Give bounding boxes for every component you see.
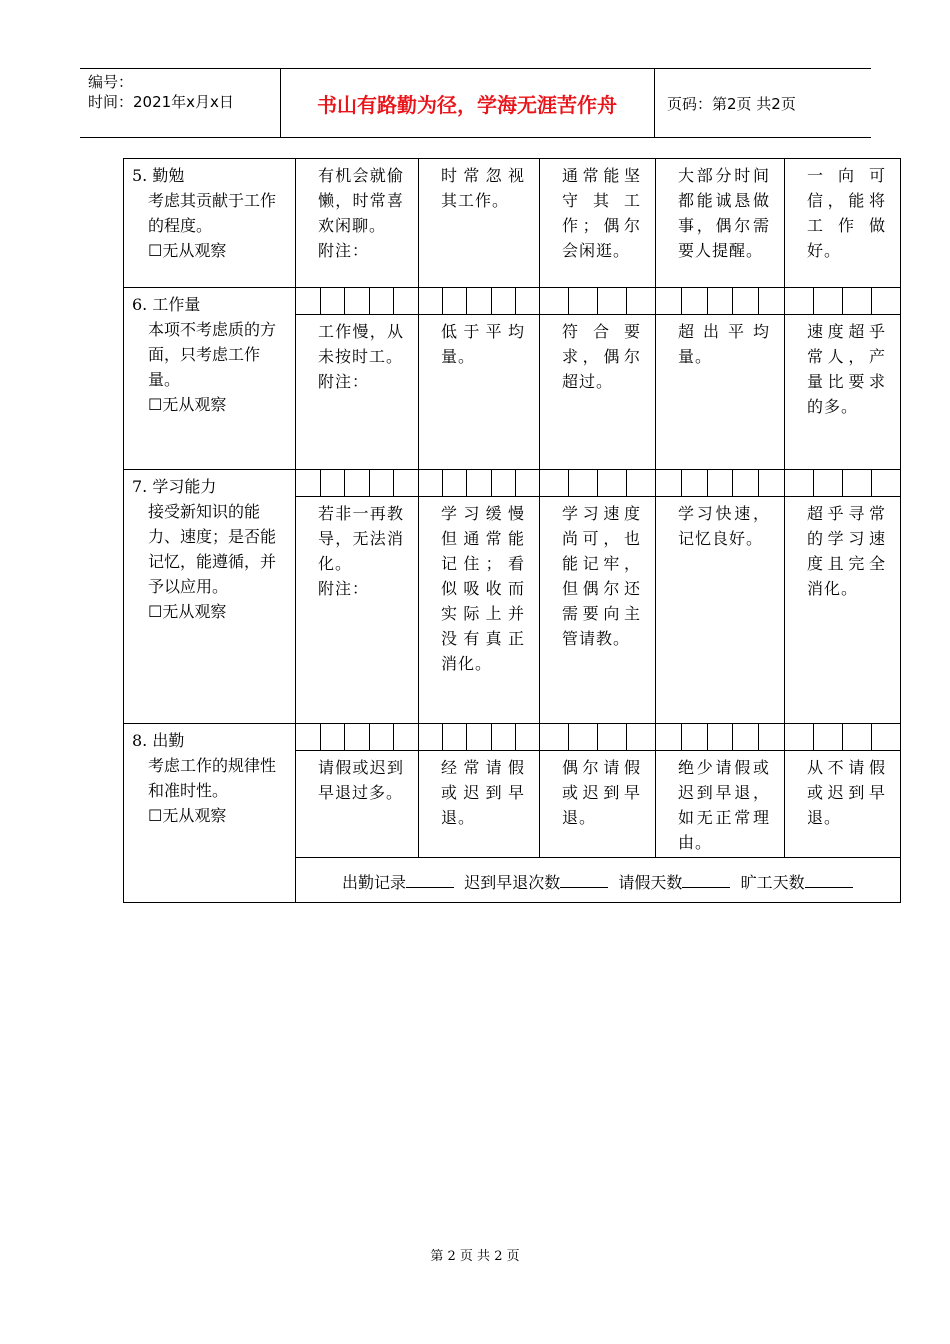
score-box[interactable] [492, 724, 516, 750]
score-box[interactable] [814, 288, 843, 314]
level-text: 偶尔请假或迟到早退。 [562, 758, 641, 827]
score-box[interactable] [733, 470, 759, 496]
score-box[interactable] [843, 470, 872, 496]
level-text: 从不请假或迟到早退。 [807, 758, 886, 827]
score-box[interactable] [785, 470, 814, 496]
score-boxes [785, 470, 901, 497]
score-box[interactable] [627, 288, 655, 314]
leave-days-label: 请假天数 [618, 873, 683, 892]
level-text: 有机会就偷懒，时常喜欢闲聊。 [318, 166, 404, 235]
attendance-record-label: 出勤记录 [342, 873, 407, 892]
criterion-title: 8. 出勤 [132, 731, 185, 750]
criterion-title: 7. 学习能力 [132, 477, 217, 496]
level-text: 符合要求，偶尔超过。 [562, 322, 641, 391]
level-text: 绝少请假或迟到早退，如无正常理由。 [678, 758, 770, 852]
criterion-row-diligence [124, 159, 901, 288]
level-cell [419, 751, 540, 858]
score-boxes [419, 288, 540, 315]
score-boxes [656, 288, 785, 315]
score-box[interactable] [785, 724, 814, 750]
criterion-desc: 本项不考虑质的方面，只考虑工作量。 [148, 320, 277, 389]
score-box[interactable] [321, 288, 346, 314]
level-text: 工作慢，从未按时工。 [318, 322, 404, 366]
score-box[interactable] [296, 288, 321, 314]
score-box[interactable] [394, 470, 418, 496]
score-box[interactable] [872, 724, 900, 750]
level-text: 低于平均量。 [441, 322, 525, 366]
level-text: 学习快速，记忆良好。 [678, 504, 770, 548]
level-text: 学习速度尚可，也能记牢，但偶尔还需要向主管请教。 [562, 504, 641, 648]
score-box[interactable] [467, 470, 491, 496]
score-box[interactable] [296, 724, 321, 750]
level-cell [540, 497, 656, 724]
score-box[interactable] [682, 288, 708, 314]
score-box[interactable] [785, 288, 814, 314]
absent-days-label: 旷工天数 [740, 873, 805, 892]
leave-days-field[interactable] [682, 873, 730, 888]
level-cell [540, 159, 656, 288]
no-observation-checkbox[interactable]: ☐无从观察 [148, 806, 227, 825]
late-count-label: 迟到早退次数 [464, 873, 561, 892]
attendance-record [296, 858, 901, 903]
page-label: 页码：第2页 共2页 [667, 94, 796, 113]
level-text: 一向可信，能将工作做好。 [807, 166, 886, 260]
score-box[interactable] [345, 470, 370, 496]
header-info [80, 69, 280, 137]
level-cell [785, 751, 901, 858]
score-box[interactable] [443, 288, 467, 314]
score-box[interactable] [733, 288, 759, 314]
score-box[interactable] [419, 724, 443, 750]
absent-days-field[interactable] [805, 873, 853, 888]
score-box[interactable] [569, 288, 598, 314]
score-box[interactable] [419, 288, 443, 314]
criterion-cell [124, 159, 296, 288]
no-observation-checkbox[interactable]: ☐无从观察 [148, 395, 227, 414]
score-box[interactable] [394, 288, 418, 314]
level-text: 超乎寻常的学习速度且完全消化。 [807, 504, 886, 598]
score-box[interactable] [492, 288, 516, 314]
score-box[interactable] [656, 288, 682, 314]
note-label: 附注： [318, 372, 370, 391]
score-box[interactable] [682, 724, 708, 750]
no-observation-checkbox[interactable]: ☐无从观察 [148, 241, 227, 260]
level-cell [785, 315, 901, 470]
level-cell [419, 159, 540, 288]
evaluation-table [123, 158, 901, 903]
criterion-row-learning [124, 470, 901, 497]
level-text: 请假或迟到早退过多。 [318, 758, 404, 802]
level-cell [540, 315, 656, 470]
motto: 书山有路勤为径，学海无涯苦作舟 [317, 92, 617, 117]
score-boxes [540, 288, 656, 315]
score-box[interactable] [598, 724, 627, 750]
page-footer: 第 2 页 共 2 页 [430, 1249, 520, 1264]
score-box[interactable] [759, 724, 784, 750]
score-box[interactable] [516, 288, 539, 314]
score-box[interactable] [627, 724, 655, 750]
level-cell [540, 751, 656, 858]
score-boxes [296, 288, 419, 315]
score-boxes [419, 470, 540, 497]
score-boxes [419, 724, 540, 751]
level-cell [296, 497, 419, 724]
level-cell [419, 315, 540, 470]
late-count-field[interactable] [560, 873, 608, 888]
score-boxes [540, 724, 656, 751]
score-box[interactable] [708, 724, 734, 750]
score-box[interactable] [370, 724, 395, 750]
score-boxes [540, 470, 656, 497]
score-boxes [656, 724, 785, 751]
score-box[interactable] [598, 288, 627, 314]
criterion-title: 6. 工作量 [132, 295, 201, 314]
time-label: 时间：2021年x月x日 [88, 93, 234, 111]
score-box[interactable] [345, 724, 370, 750]
score-box[interactable] [708, 288, 734, 314]
score-box[interactable] [540, 470, 569, 496]
criterion-desc: 考虑其贡献于工作的程度。 [148, 191, 277, 235]
level-text: 若非一再教导，无法消化。 [318, 504, 404, 573]
level-cell [656, 751, 785, 858]
criterion-row-workload [124, 288, 901, 315]
score-box[interactable] [872, 470, 900, 496]
score-box[interactable] [682, 470, 708, 496]
note-label: 附注： [318, 241, 370, 260]
score-box[interactable] [598, 470, 627, 496]
score-boxes [785, 288, 901, 315]
score-box[interactable] [569, 470, 598, 496]
level-cell [656, 159, 785, 288]
level-cell [296, 315, 419, 470]
score-box[interactable] [759, 288, 784, 314]
score-box[interactable] [540, 724, 569, 750]
score-box[interactable] [296, 470, 321, 496]
level-text: 学习缓慢但通常能记住；看似吸收而实际上并没有真正消化。 [441, 504, 525, 673]
criterion-cell [124, 288, 296, 470]
score-box[interactable] [321, 724, 346, 750]
score-box[interactable] [569, 724, 598, 750]
level-cell [656, 497, 785, 724]
score-boxes [785, 724, 901, 751]
criterion-title: 5. 勤勉 [132, 166, 185, 185]
criterion-row-attendance [124, 724, 901, 751]
score-box[interactable] [516, 470, 539, 496]
criterion-cell [124, 724, 296, 903]
level-text: 超出平均量。 [678, 322, 770, 366]
level-cell [296, 159, 419, 288]
score-box[interactable] [814, 724, 843, 750]
score-box[interactable] [733, 724, 759, 750]
level-cell [785, 497, 901, 724]
level-text: 通常能坚守其工作；偶尔会闲逛。 [562, 166, 641, 260]
level-text: 时常忽视其工作。 [441, 166, 525, 210]
score-box[interactable] [443, 470, 467, 496]
score-box[interactable] [540, 288, 569, 314]
score-box[interactable] [467, 724, 491, 750]
score-box[interactable] [321, 470, 346, 496]
level-text: 大部分时间都能诚恳做事，偶尔需要人提醒。 [678, 166, 770, 260]
score-boxes [656, 470, 785, 497]
score-box[interactable] [492, 470, 516, 496]
score-box[interactable] [370, 288, 395, 314]
score-box[interactable] [656, 470, 682, 496]
score-box[interactable] [516, 724, 539, 750]
note-label: 附注： [318, 579, 370, 598]
score-boxes [296, 724, 419, 751]
score-box[interactable] [656, 724, 682, 750]
score-box[interactable] [759, 470, 784, 496]
number-label: 编号： [88, 73, 134, 91]
score-box[interactable] [394, 724, 418, 750]
score-box[interactable] [627, 470, 655, 496]
score-box[interactable] [814, 470, 843, 496]
score-box[interactable] [419, 470, 443, 496]
level-cell [785, 159, 901, 288]
score-box[interactable] [872, 288, 900, 314]
score-box[interactable] [467, 288, 491, 314]
no-observation-checkbox[interactable]: ☐无从观察 [148, 602, 227, 621]
criterion-cell [124, 470, 296, 724]
score-box[interactable] [843, 288, 872, 314]
score-boxes [296, 470, 419, 497]
level-cell [419, 497, 540, 724]
score-box[interactable] [345, 288, 370, 314]
criterion-desc: 考虑工作的规律性和准时性。 [148, 756, 277, 800]
score-box[interactable] [843, 724, 872, 750]
score-box[interactable] [443, 724, 467, 750]
document-header [80, 68, 871, 138]
score-box[interactable] [370, 470, 395, 496]
level-cell [296, 751, 419, 858]
level-cell [656, 315, 785, 470]
score-box[interactable] [708, 470, 734, 496]
level-text: 速度超乎常人，产量比要求的多。 [807, 322, 886, 416]
criterion-desc: 接受新知识的能力、速度；是否能记忆，能遵循，并予以应用。 [148, 502, 277, 596]
attendance-record-field[interactable] [406, 873, 454, 888]
level-text: 经常请假或迟到早退。 [441, 758, 525, 827]
